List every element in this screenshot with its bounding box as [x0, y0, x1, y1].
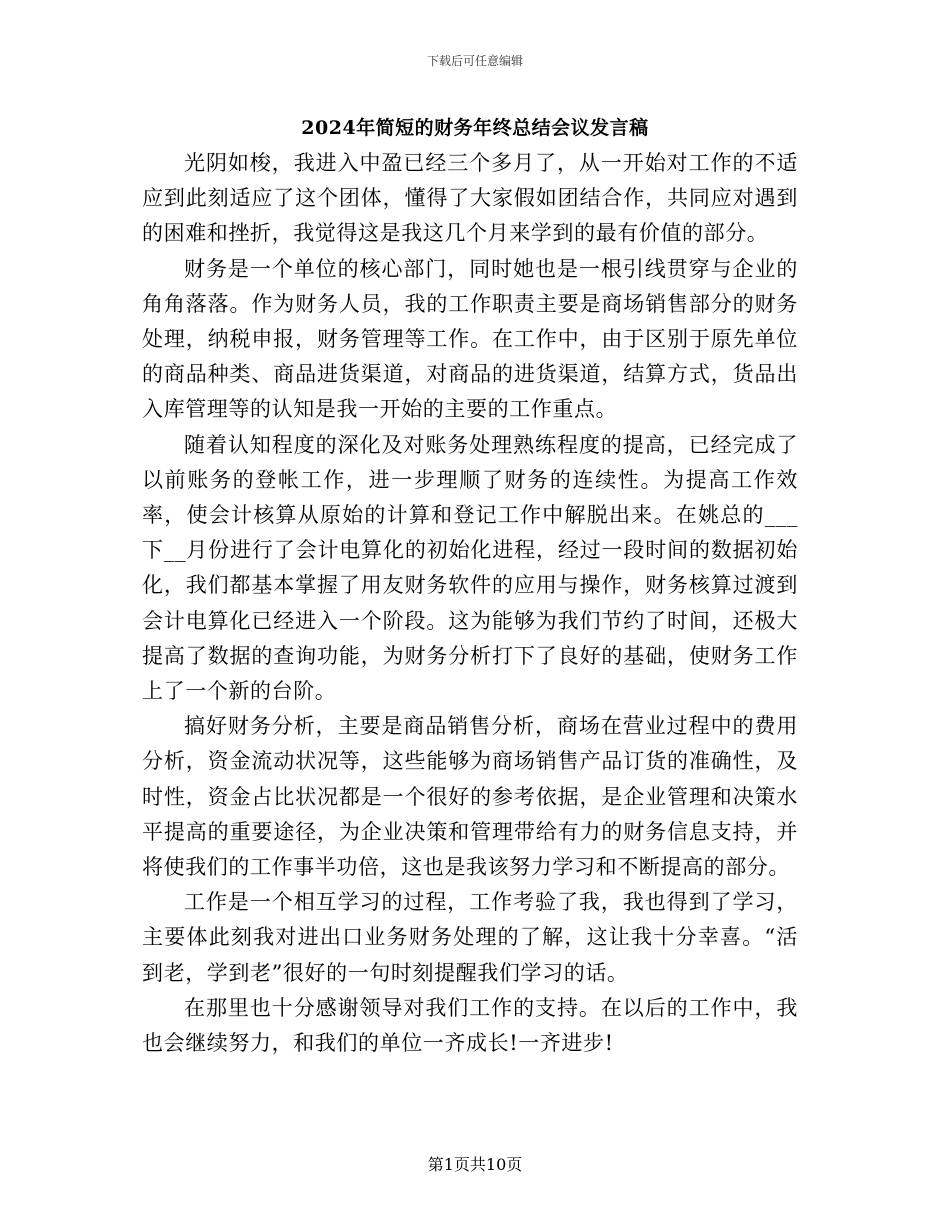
paragraph: 搞好财务分析，主要是商品销售分析，商场在营业过程中的费用分析，资金流动状况等，这些能够为商场销售产品订货的准确性，及时性，资金占比状况都是一个很好的参考依据，是企业管理和决策水平提高的重要途径，为企业决策和管理带给有力的财务信息支持，并将使我们的工作事半功倍，这也是我该努力学习和不断提高的部分。 — [142, 714, 798, 880]
paragraph: 在那里也十分感谢领导对我们工作的支持。在以后的工作中，我也会继续努力，和我们的单位一齐成长!一齐进步! — [142, 995, 798, 1056]
document-body — [142, 146, 798, 1061]
paragraph: 光阴如梭，我进入中盈已经三个多月了，从一开始对工作的不适应到此刻适应了这个团体，懂得了大家假如团结合作，共同应对遇到的困难和挫折，我觉得这是我这几个月来学到的最有价值的部分。 — [142, 151, 798, 246]
paragraph: 工作是一个相互学习的过程，工作考验了我，我也得到了学习，主要体此刻我对进出口业务财务处理的了解，这让我十分幸喜。“活到老，学到老”很好的一句时刻提醒我们学习的话。 — [142, 890, 798, 985]
page-header-note: 下载后可任意编辑 — [426, 54, 523, 68]
paragraph: 随着认知程度的深化及对账务处理熟练程度的提高，已经完成了以前账务的登帐工作，进一步理顺了财务的连续性。为提高工作效率，使会计核算从原始的计算和登记工作中解脱出来。在姚总的___下__月份进行了会计电算化的初始化进程，经过一段时间的数据初始化，我们都基本掌握了用友财务软件的应用与操作，财务核算过渡到会计电算化已经进入一个阶段。这为能够为我们节约了时间，还极大提高了数据的查询功能，为财务分析打下了良好的基础，使财务工作上了一个新的台阶。 — [142, 432, 798, 704]
paragraph: 财务是一个单位的核心部门，同时她也是一根引线贯穿与企业的角角落落。作为财务人员，我的工作职责主要是商场销售部分的财务处理，纳税申报，财务管理等工作。在工作中，由于区别于原先单位的商品种类、商品进货渠道，对商品的进货渠道，结算方式，货品出入库管理等的认知是我一开始的主要的工作重点。 — [142, 256, 798, 422]
page-number: 第1页共10页 — [427, 1155, 523, 1174]
document-title: 2024年简短的财务年终总结会议发言稿 — [301, 117, 649, 139]
